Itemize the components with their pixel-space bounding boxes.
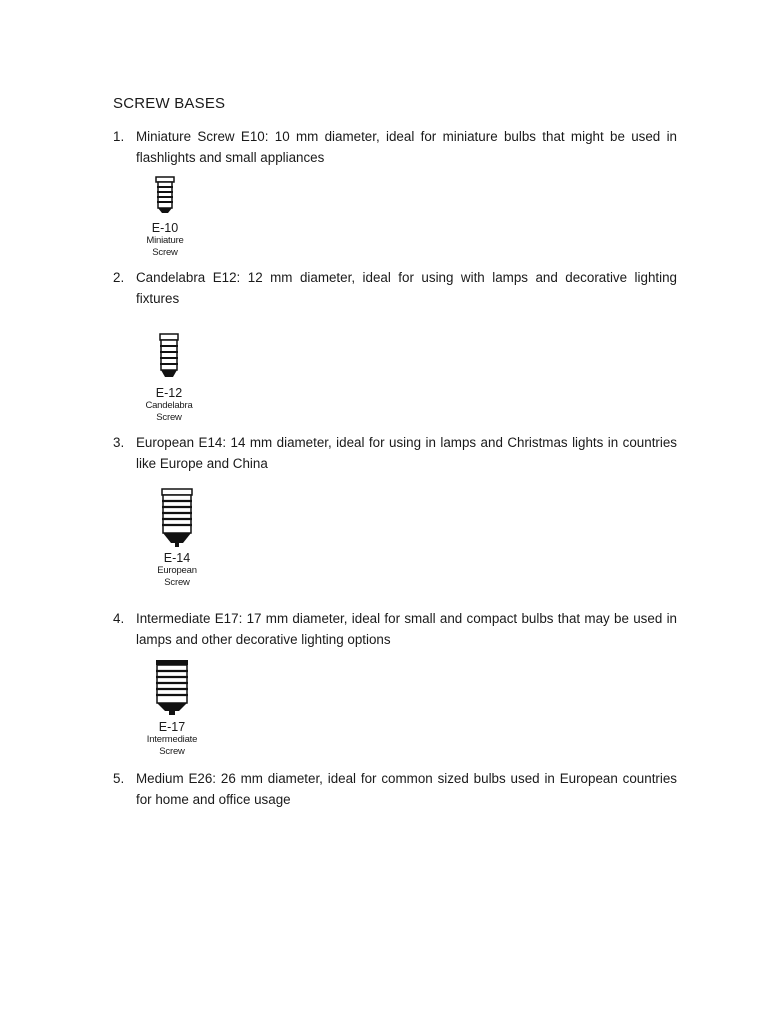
page-title: SCREW BASES [113, 95, 226, 112]
figure-caption: Screw [164, 577, 190, 588]
list-item-number: 2. [113, 270, 125, 285]
figure-caption: Intermediate [146, 734, 198, 745]
list-item [113, 432, 677, 474]
e12-screw-base-icon [153, 333, 185, 385]
list-item-number: 5. [113, 771, 125, 786]
list-item-text: Intermediate E17: 17 mm diameter, ideal for small and compact bulbs that may be used in lamps and other decorative lighting options [136, 611, 677, 647]
list-item-text: European E14: 14 mm diameter, ideal for using in lamps and Christmas lights in countries like Europe and China [136, 435, 677, 471]
e14-screw-base-icon [157, 488, 197, 550]
figure-caption: European [157, 565, 197, 576]
list-item [113, 126, 677, 168]
figure-caption: Miniature [146, 235, 184, 246]
figure-code: E-14 [163, 551, 191, 565]
list-item [113, 608, 677, 650]
figure-caption: Screw [159, 746, 185, 757]
list-item [113, 768, 677, 810]
figure-e17 [137, 659, 207, 758]
e10-screw-base-icon [150, 176, 180, 220]
figure-e10 [130, 176, 200, 259]
list-item-number: 4. [113, 611, 125, 626]
figure-caption: Screw [156, 412, 182, 423]
figure-code: E-10 [151, 221, 179, 235]
list-item [113, 267, 677, 309]
list-item-number: 1. [113, 129, 125, 144]
list-item-text: Candelabra E12: 12 mm diameter, ideal for using with lamps and decorative lighting fixtures [136, 270, 677, 306]
figure-code: E-12 [155, 386, 183, 400]
figure-caption: Candelabra [145, 400, 193, 411]
list-item-text: Medium E26: 26 mm diameter, ideal for common sized bulbs used in European countries for home and office usage [136, 771, 677, 807]
list-item-number: 3. [113, 435, 125, 450]
e17-screw-base-icon [150, 659, 194, 719]
list-item-text: Miniature Screw E10: 10 mm diameter, ideal for miniature bulbs that might be used in flashlights and small appliances [136, 129, 677, 165]
figure-e12 [134, 333, 204, 424]
figure-code: E-17 [158, 720, 186, 734]
figure-e14 [142, 488, 212, 589]
figure-caption: Screw [152, 247, 178, 258]
